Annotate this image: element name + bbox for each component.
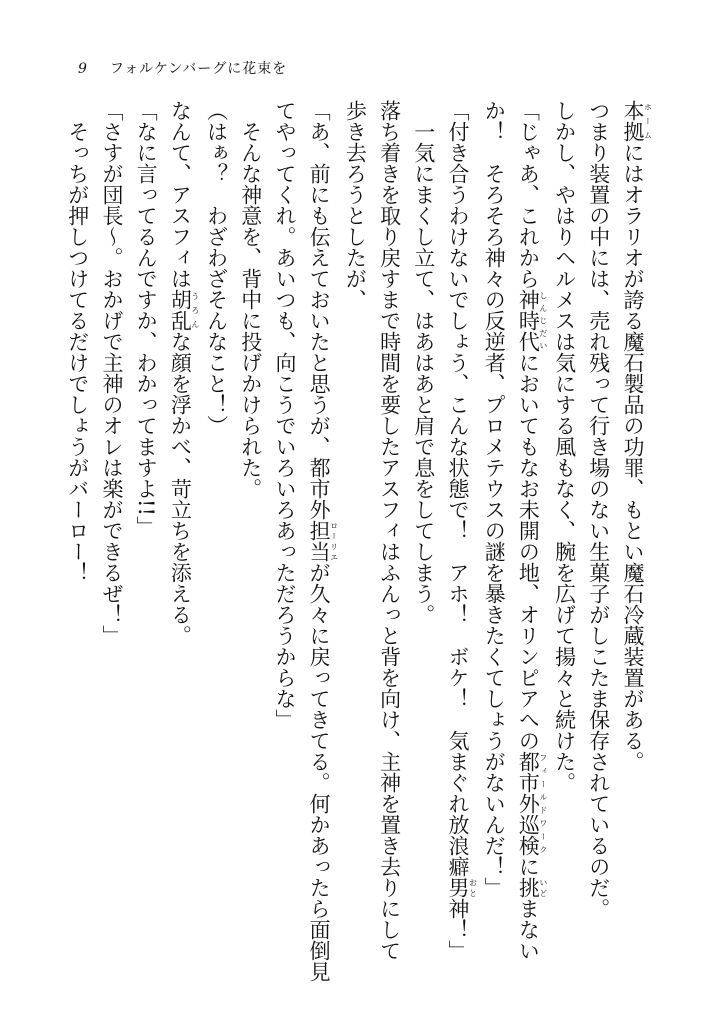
text-run: においてもなお未開の地、オリンピアへの xyxy=(516,352,541,751)
text-line xyxy=(407,100,441,950)
page-number: 9 xyxy=(78,61,88,77)
text-line xyxy=(511,100,548,961)
text-run: そっちが押しつけてるだけでしょうがバーロー！ xyxy=(65,121,90,583)
text-line xyxy=(582,100,616,950)
ruby-reading: フィールドワーク xyxy=(538,751,548,856)
text-run: （はぁ？ わざわざそんなこと！） xyxy=(204,100,229,436)
text-run: 「付き合うわけないでしょう、こんな状態で！ アホ！ ボケ！ 気まぐれ放浪癖 xyxy=(445,100,470,877)
text-run: か！ そろそろ神々の反逆者、プロメテウスの謎を暴きたくてしょうがないんだ！」 xyxy=(482,100,507,898)
text-line xyxy=(338,100,372,950)
ruby-reading: ホーム xyxy=(643,100,653,142)
text-line xyxy=(129,100,163,950)
ruby-annotation xyxy=(445,877,478,898)
ruby-base: 男 xyxy=(445,877,470,898)
text-run: つまり装置の中には、売れ残って行き場のない生菓子がしこたま保存されているのだ。 xyxy=(586,100,611,919)
ruby-annotation xyxy=(516,289,548,352)
text-run: 「じゃあ、これから xyxy=(516,100,541,289)
text-run: てやってくれ。あいつも、向こうでいろいろあっただろうからな」 xyxy=(272,100,297,730)
text-run: 「さすが団長～。おかげで主神のオレは楽ができるぜ！」 xyxy=(99,100,124,646)
ruby-annotation xyxy=(307,520,339,562)
ruby-annotation xyxy=(168,289,200,331)
text-line xyxy=(199,100,233,950)
ruby-base: 挑 xyxy=(516,877,541,898)
ruby-annotation xyxy=(621,100,653,142)
ruby-base: 胡乱 xyxy=(168,289,193,331)
ruby-annotation xyxy=(516,877,548,898)
text-run: な顔を浮かべ、苛立ちを添える。 xyxy=(168,331,193,646)
text-run: しかし、やはりヘルメスは気にする風もなく、腕を広げて揚々と続けた。 xyxy=(552,100,577,793)
text-line xyxy=(441,100,478,961)
ruby-annotation xyxy=(516,751,548,856)
text-line xyxy=(372,100,406,961)
vertical-body-text xyxy=(52,100,653,982)
text-line xyxy=(547,100,581,950)
book-title: フォルケンバーグに花束を xyxy=(109,61,288,77)
text-run: 神！」 xyxy=(445,898,470,961)
text-line xyxy=(268,100,302,950)
ruby-reading: おと xyxy=(468,877,478,898)
text-run: なんて、アスフィは xyxy=(168,100,193,289)
text-line xyxy=(61,100,95,950)
text-line xyxy=(477,100,511,950)
text-line xyxy=(302,100,339,982)
text-run: 「あ、前にも伝えておいたと思うが、都市外 xyxy=(307,100,332,520)
text-run: 歩き去ろうとしたが、 xyxy=(343,100,368,310)
ruby-base: 都市外巡検 xyxy=(516,751,541,856)
ruby-base: 担当 xyxy=(307,520,332,562)
ruby-base: 神時代 xyxy=(516,289,541,352)
ruby-reading: しんじだい xyxy=(538,289,548,352)
text-run: にはオラリオが誇る魔石製品の功罪、もとい魔石冷蔵装置がある。 xyxy=(621,142,645,772)
ruby-base: 本拠 xyxy=(621,100,645,142)
text-line xyxy=(234,100,268,950)
text-run: が久々に戻ってきてる。何かあったら面倒見 xyxy=(307,562,332,982)
text-run: 「なに言ってるんですか、わかってますよ!!」 xyxy=(134,100,159,537)
text-line xyxy=(163,100,199,950)
text-line xyxy=(616,100,652,950)
text-run: 落ち着きを取り戻すまで時間を要したアスフィはふんっと背を向け、主神を置き去りにして xyxy=(377,100,402,961)
ruby-reading: いど xyxy=(538,877,548,898)
text-run: に xyxy=(516,856,541,877)
text-run: まない xyxy=(516,898,541,961)
ruby-reading: うろん xyxy=(190,289,200,331)
text-line xyxy=(95,100,129,950)
running-header xyxy=(78,58,287,78)
text-run: 一気にまくし立て、はあはあと肩で息をしてしまう。 xyxy=(411,121,436,625)
text-run: そんな神意を、背中に投げかけられた。 xyxy=(238,121,263,499)
ruby-reading: ローリエ xyxy=(329,520,339,562)
